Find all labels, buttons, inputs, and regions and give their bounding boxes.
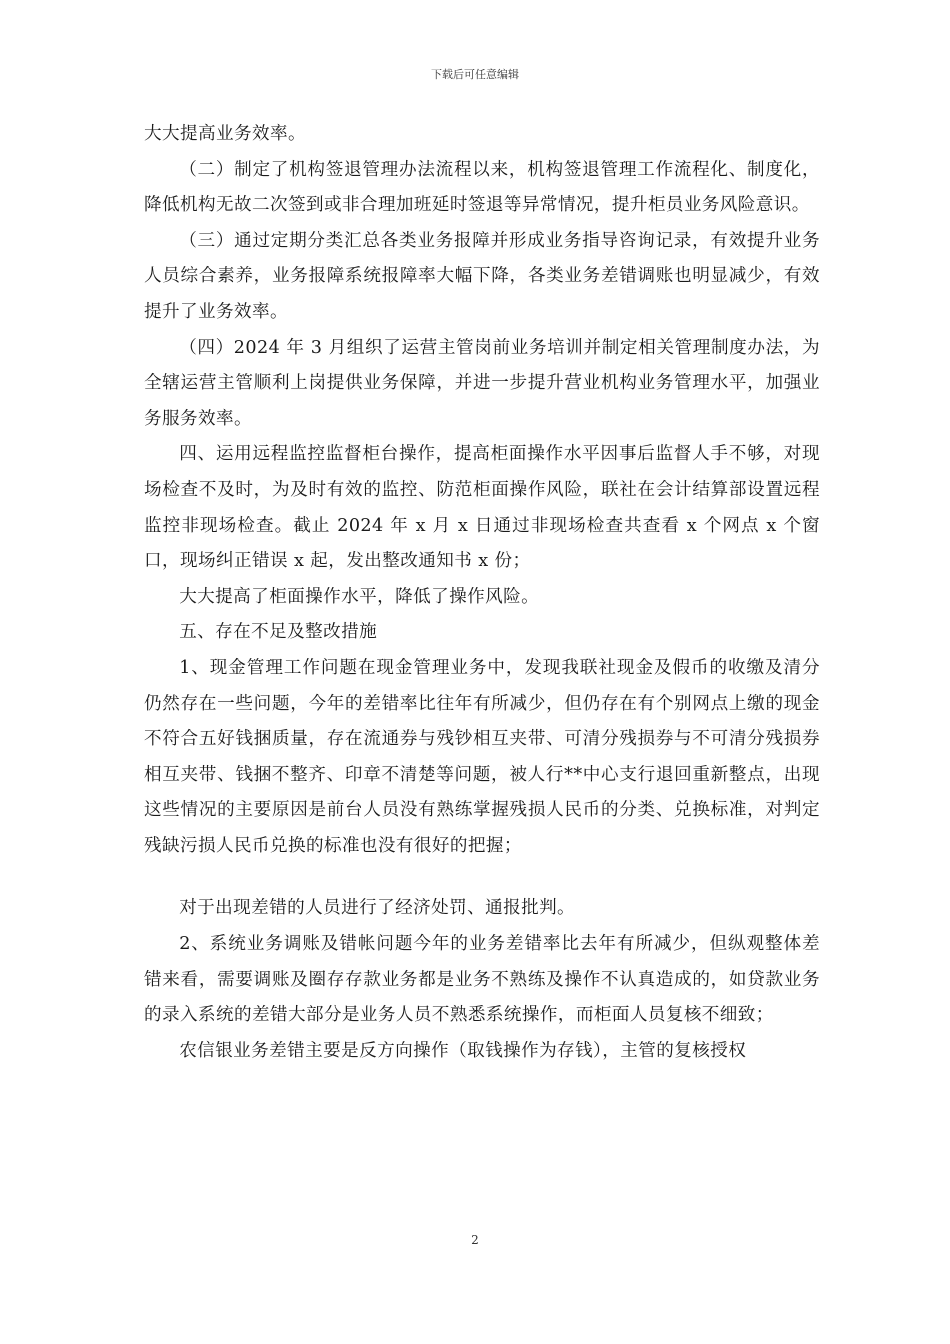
paragraph-spacer bbox=[144, 864, 820, 891]
paragraph-cash-management: 1、现金管理工作问题在现金管理业务中，发现我联社现金及假币的收缴及清分仍然存在一些问题，今年的差错率比往年有所减少，但仍存在有个别网点上缴的现金不符合五好钱捆质量，存在流通券与残钞相互夹带、可清分残损券与不可清分残损券相互夹带、钱捆不整齐、印章不清楚等问题，被人行**中心支行退回重新整点，出现这些情况的主要原因是前台人员没有熟练掌握残损人民币的分类、兑换标准，对判定残缺污损人民币兑换的标准也没有很好的把握； bbox=[144, 657, 820, 856]
paragraph-summary: 大大提高了柜面操作水平，降低了操作风险。 bbox=[179, 586, 540, 607]
section-five-heading: 五、存在不足及整改措施 bbox=[179, 622, 378, 643]
document-body bbox=[144, 117, 820, 1069]
paragraph-item-4: （四）2024 年 3 月组织了运营主管岗前业务培训并制定相关管理制度办法，为全辖运营主管顺利上岗提供业务保障，并进一步提升营业机构业务管理水平，加强业务服务效率。 bbox=[144, 337, 820, 429]
section-four-paragraph: 四、运用远程监控监督柜台操作，提高柜面操作水平因事后监督人手不够，对现场检查不及时，为及时有效的监控、防范柜面操作风险，联社在会计结算部设置远程监控非现场检查。截止 2024 年 x 月 x 日通过非现场检查共查看 x 个网点 x 个窗口，现场纠正错误 x 起，发出整改通知书 x 份； bbox=[144, 444, 820, 572]
paragraph-system-errors: 2、系统业务调账及错帐问题今年的业务差错率比去年有所减少，但纵观整体差错来看，需要调账及圈存存款业务都是业务不熟练及操作不认真造成的，如贷款业务的录入系统的差错大部分是业务人员不熟悉系统操作，而柜面人员复核不细致； bbox=[144, 934, 820, 1026]
paragraph-item-3: （三）通过定期分类汇总各类业务报障并形成业务指导咨询记录，有效提升业务人员综合素养，业务报障系统报障率大幅下降，各类业务差错调账也明显减少，有效提升了业务效率。 bbox=[144, 230, 820, 322]
paragraph-penalty: 对于出现差错的人员进行了经济处罚、通报批判。 bbox=[179, 898, 576, 919]
page-number: 2 bbox=[471, 1233, 479, 1247]
paragraph-item-2: （二）制定了机构签退管理办法流程以来，机构签退管理工作流程化、制度化，降低机构无故二次签到或非合理加班延时签退等异常情况，提升柜员业务风险意识。 bbox=[144, 159, 820, 216]
paragraph-nongxinyin-errors: 农信银业务差错主要是反方向操作（取钱操作为存钱），主管的复核授权 bbox=[179, 1040, 747, 1061]
page-header: 下载后可任意编辑 bbox=[431, 68, 519, 81]
paragraph-continuation: 大大提高业务效率。 bbox=[144, 124, 306, 144]
